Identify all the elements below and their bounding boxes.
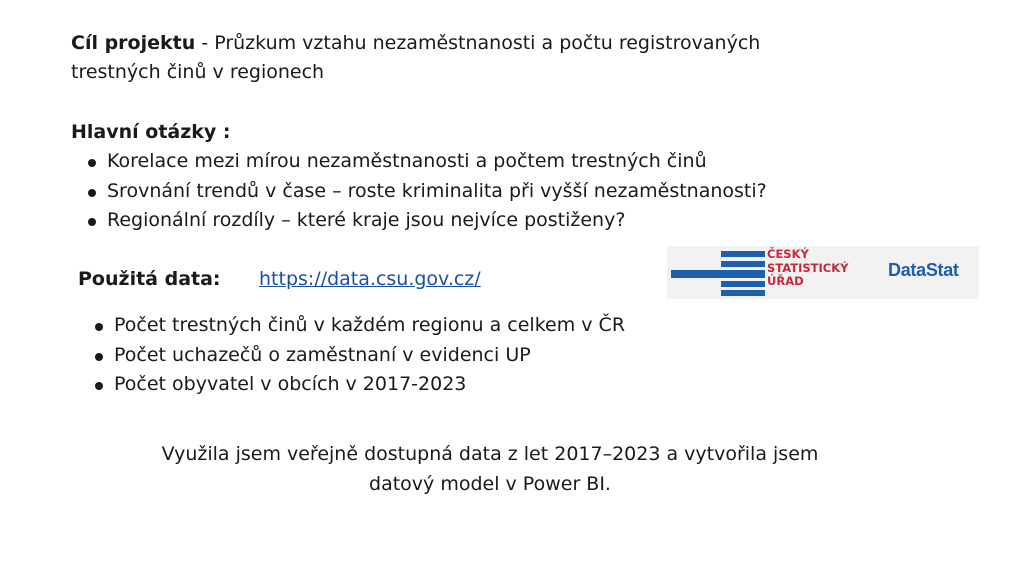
summary-text: Využila jsem veřejně dostupná data z let 2017–2023 a vytvořila jsem datový model v Power BI.	[161, 443, 819, 495]
data-used-label: Použitá data:	[78, 268, 221, 290]
question-item: Korelace mezi mírou nezaměstnanosti a počtem trestných činů	[88, 147, 767, 177]
data-source-link[interactable]: https://data.csu.gov.cz/	[259, 268, 481, 290]
data-item: Počet uchazečů o zaměstnaní v evidenci UP	[95, 341, 625, 371]
project-goal-label: Cíl projektu	[71, 32, 196, 54]
questions-list	[88, 147, 767, 236]
question-item: Srovnání trendů v čase – roste kriminalita při vyšší nezaměstnanosti?	[88, 177, 767, 207]
csu-logo-line: STATISTICKÝ	[767, 260, 849, 275]
project-goal-text: - Průzkum vztahu nezaměstnanosti a počtu registrovaných trestných činů v regionech	[71, 32, 761, 83]
questions-title: Hlavní otázky :	[71, 121, 231, 143]
csu-logo-line: ÚŘAD	[767, 274, 804, 288]
project-goal	[71, 29, 831, 87]
data-item: Počet trestných činů v každém regionu a celkem v ČR	[95, 311, 625, 341]
csu-datastat-logo	[667, 246, 979, 299]
data-item: Počet obyvatel v obcích v 2017-2023	[95, 370, 625, 400]
csu-logo-bars-icon	[671, 251, 765, 296]
data-used-list	[95, 311, 625, 400]
datastat-logo-text: DataStat	[888, 260, 959, 280]
csu-logo-line: ČESKÝ	[767, 247, 809, 261]
csu-logo-text	[767, 248, 848, 289]
question-item: Regionální rozdíly – které kraje jsou nejvíce postiženy?	[88, 206, 767, 236]
